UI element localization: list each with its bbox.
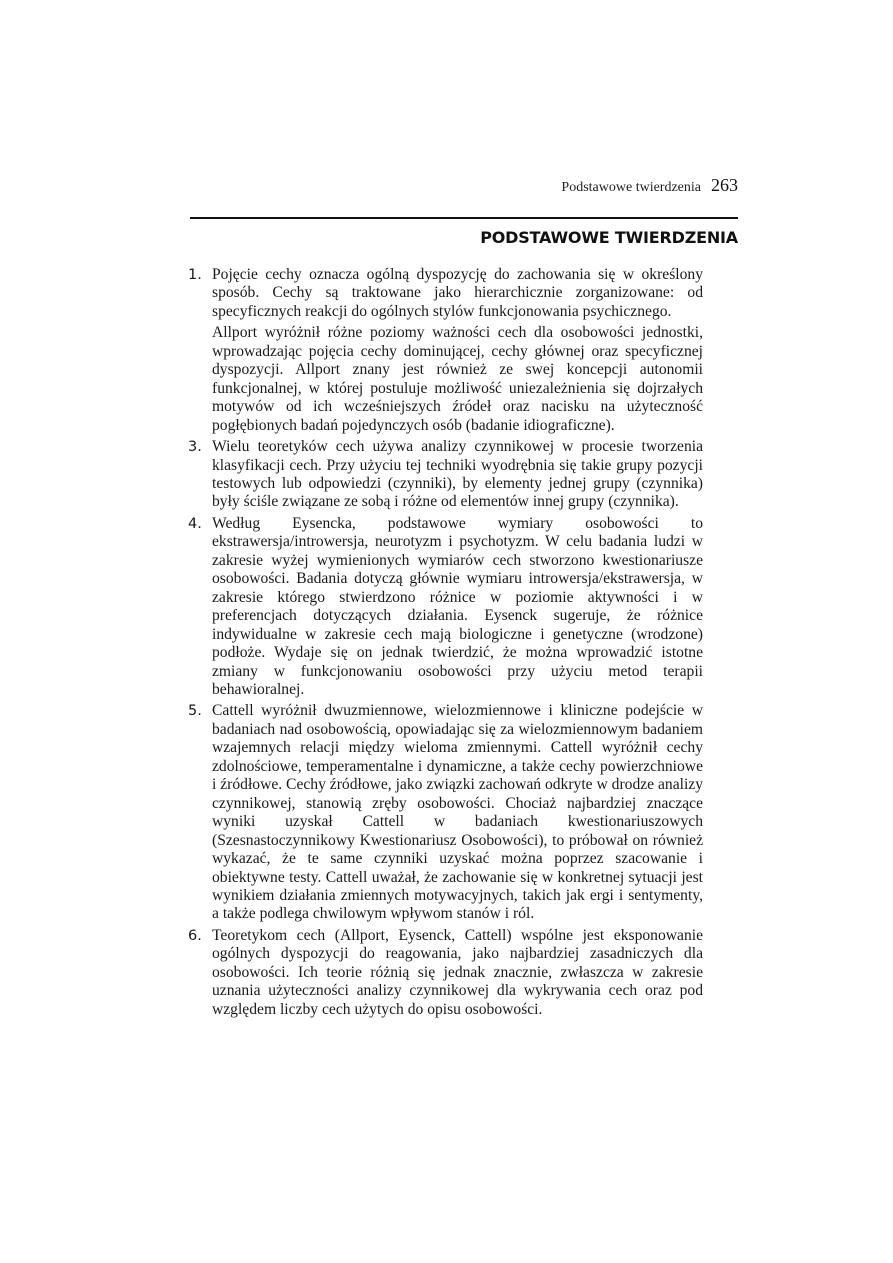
summary-list bbox=[188, 266, 703, 1022]
list-item bbox=[188, 515, 703, 700]
list-item-number: 5. bbox=[188, 703, 202, 720]
list-item-paragraph: Wielu teoretyków cech używa analizy czynnikowej w procesie tworzenia klasyfikacji cech. Przy użyciu tej techniki wyodrębnia się takie grupy pozycji testowych lub odpowiedzi (czynniki), by elementy jednej grupy (czynnika) były ściśle związane ze sobą i różne od elementów innej grupy (czynnika). bbox=[212, 438, 703, 511]
section-title: PODSTAWOWE TWIERDZENIA bbox=[480, 228, 738, 247]
list-item bbox=[188, 702, 703, 923]
list-item bbox=[188, 438, 703, 512]
list-item bbox=[188, 266, 703, 435]
list-item-paragraph: Allport wyróżnił różne poziomy ważności cech dla osobowości jednostki, wprowadzając pojęcia cechy dominującej, cechy głównej oraz specyficznej dyspozycji. Allport znany jest również ze swej koncepcji autonomii funkcjonalnej, w której postuluje możliwość uniezależnienia się dojrzałych motywów od ich wcześniejszych źródeł oraz nacisku na użyteczność pogłębionych badań pojedynczych osób (badanie idiograficzne). bbox=[212, 324, 703, 434]
running-title: Podstawowe twierdzenia bbox=[561, 180, 701, 195]
list-item-paragraph: Cattell wyróżnił dwuzmiennowe, wielozmiennowe i kliniczne podejście w badaniach nad osobowością, opowiadając się za wielozmiennowym badaniem wzajemnych relacji między wieloma zmiennymi. Cattell wyróżnił cechy zdolnościowe, temperamentalne i dynamiczne, a także cechy powierzchniowe i źródłowe. Cechy źródłowe, jako związki zachowań odkryte w drodze analizy czynnikowej, stanowią zręby osobowości. Chociaż najbardziej znaczące wyniki uzyskał Cattell w badaniach kwestionariuszowych (Szesnastoczynnikowy Kwestionariusz Osobowości), to próbował on również wykazać, że te same czynniki uzyskać można poprzez szacowanie i obiektywne testy. Cattell uważał, że zachowanie się w konkretnej sytuacji jest wynikiem działania zmiennych motywacyjnych, takich jak ergi i sentymenty, a także podlega chwilowym wpływom stanów i ról. bbox=[212, 702, 704, 923]
list-item-number: 3. bbox=[188, 439, 202, 456]
header-rule bbox=[190, 217, 738, 219]
list-item bbox=[188, 927, 703, 1019]
list-item-paragraph: Pojęcie cechy oznacza ogólną dyspozycję do zachowania się w określony sposób. Cechy są traktowane jako hierarchicznie zorganizowane: od specyficznych reakcji do ogólnych stylów funkcjonowania psychicznego. bbox=[212, 266, 703, 320]
running-head bbox=[561, 175, 738, 196]
page-number: 263 bbox=[711, 175, 738, 195]
list-item-number: 4. bbox=[188, 515, 202, 532]
list-item-paragraph: Teoretykom cech (Allport, Eysenck, Cattell) wspólne jest eksponowanie ogólnych dyspozycji do reagowania, jako najbardziej zasadniczych dla osobowości. Ich teorie różnią się jednak znacznie, zwłaszcza w zakresie uznania użyteczności analizy czynnikowej dla wykrywania cech oraz pod względem liczby cech użytych do opisu osobowości. bbox=[212, 926, 703, 1018]
list-item-paragraph: Według Eysencka, podstawowe wymiary osobowości to ekstrawersja/introwersja, neurotyzm i psychotyzm. W celu badania ludzi w zakresie wyżej wymienionych wymiarów cech stworzono kwestionariusze osobowości. Badania dotyczą głównie wymiaru introwersja/ekstrawersja, w zakresie którego stwierdzono różnice w poziomie aktywności i w preferencjach dotyczących działania. Eysenck sugeruje, że różnice indywidualne w zakresie cech mają biologiczne i genetyczne (wrodzone) podłoże. Wydaje się on jednak twierdzić, że można wprowadzić istotne zmiany w funkcjonowaniu osobowości przy użyciu metod terapii behawioralnej. bbox=[212, 514, 703, 698]
list-item-number: 6. bbox=[188, 927, 202, 944]
list-item-number: 1. bbox=[188, 267, 202, 283]
